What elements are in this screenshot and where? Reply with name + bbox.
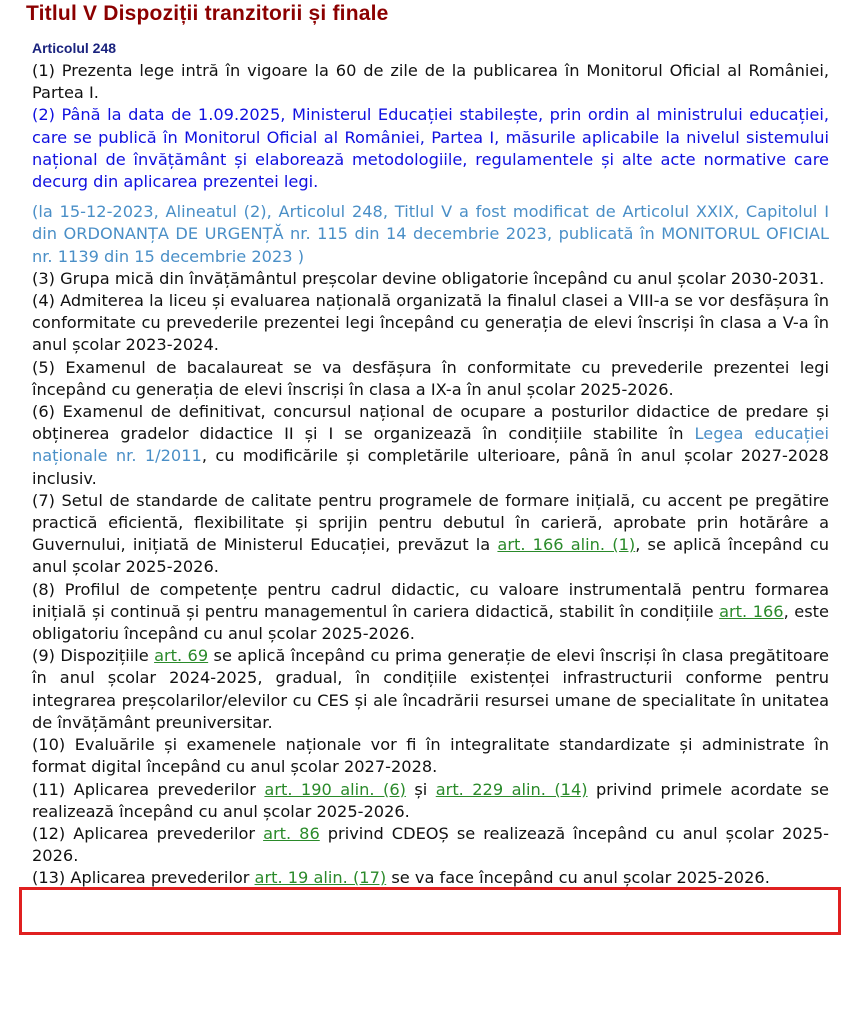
article-body	[32, 60, 829, 890]
paragraph-9-text-end: se aplică începând cu prima generație de elevi înscriși în clasa pregătitoare în anul școlar 2024-2025, gradual, în condițiile existenței infrastructurii conforme pentru integrarea preșcolarilor/elevilor cu CES și ale încadrării resursei umane de specialitate în unitatea de învățământ preuniversitar.	[32, 646, 829, 732]
paragraph-9-text: (9) Dispozițiile	[32, 646, 155, 666]
paragraph-13-text-end: se va face începând cu anul școlar 2025-2026.	[386, 868, 770, 888]
art-229-alin-14-link[interactable]: art. 229 alin. (14)	[435, 779, 588, 799]
paragraph-11-text-end: privind primele acordate se realizează începând cu anul școlar 2025-2026.	[32, 779, 829, 821]
paragraph-1: (1) Prezenta lege intră în vigoare la 60 de zile de la publicarea în Monitorul Oficial al României, Partea I.	[32, 61, 829, 103]
paragraph-12-text: (12) Aplicarea prevederilor	[32, 823, 264, 843]
paragraph-13	[32, 867, 829, 889]
art-19-alin-17-link[interactable]: art. 19 alin. (17)	[254, 868, 387, 888]
art-86-link[interactable]: art. 86	[263, 823, 320, 843]
paragraph-8-text-end: , este obligatoriu începând cu anul școlar 2025-2026.	[32, 601, 829, 644]
paragraph-11-highlight-box	[19, 887, 841, 935]
paragraph-3: (3) Grupa mică din învățământul preșcolar devine obligatorie începând cu anul școlar 2030-2031.	[32, 268, 825, 288]
paragraph-11-text: (11) Aplicarea prevederilor	[32, 779, 265, 799]
modification-note: (la 15-12-2023, Alineatul (2), Articolul 248, Titlul V a fost modificat de Articolul XXIX, Capitolul I din ORDONANȚA DE URGENȚĂ nr. 115 din 14 decembrie 2023, publicată în MONITORUL OFICIAL nr. 1139 din 15 decembrie 2023 )	[32, 202, 829, 266]
art-166-alin-1-link[interactable]: art. 166 alin. (1)	[497, 535, 636, 555]
paragraph-10: (10) Evaluările și examenele naționale vor fi în integralitate standardizate și administrate în format digital începând cu anul școlar 2027-2028.	[32, 735, 829, 777]
paragraph-11	[32, 779, 829, 823]
paragraph-2-modified: (2) Până la data de 1.09.2025, Ministerul Educației stabilește, prin ordin al ministrului educației, care se publică în Monitorul Oficial al României, Partea I, măsurile aplicabile la nivelul sistemului național de învățământ și elaborează metodologiile, regulamentele și alte acte normative care decurg din aplicarea prezentei legi.	[32, 105, 829, 192]
paragraph-7	[32, 490, 829, 579]
paragraph-6	[32, 401, 829, 490]
page-title: Titlul V Dispoziții tranzitorii și finale	[26, 2, 389, 25]
paragraph-7-text: (7) Setul de standarde de calitate pentru programele de formare inițială, cu accent pe pregătire practică eficientă, flexibilitate și sprijin pentru debutul în carieră, aprobate prin hotărâre a Guvernului, inițiată de Ministerul Educației, prevăzut la	[32, 490, 829, 555]
paragraph-12	[32, 823, 829, 867]
paragraph-13-text: (13) Aplicarea prevederilor	[32, 868, 255, 888]
paragraph-7-text-end: , se aplică începând cu anul școlar 2025-2026.	[32, 535, 830, 577]
art-190-alin-6-link[interactable]: art. 190 alin. (6)	[264, 779, 406, 799]
paragraph-8	[32, 579, 829, 646]
paragraph-8-text: (8) Profilul de competențe pentru cadrul didactic, cu valoare instrumentală pentru formarea inițială și continuă și pentru managementul în cariera didactică, stabilit în condițiile	[32, 579, 829, 621]
paragraph-5: (5) Examenul de bacalaureat se va desfășura în conformitate cu prevederile prezentei legi începând cu generația de elevi înscriși în clasa a IX-a în anul școlar 2025-2026.	[32, 357, 829, 399]
paragraph-6-text-end: , cu modificările și completările ulterioare, până în anul școlar 2027-2028 inclusiv.	[32, 446, 829, 488]
article-heading: Articolul 248	[32, 40, 117, 56]
paragraph-12-text-end: privind CDEOȘ se realizează începând cu anul școlar 2025-2026.	[32, 823, 829, 866]
paragraph-4: (4) Admiterea la liceu și evaluarea națională organizată la finalul clasei a VIII-a se vor desfășura în conformitate cu prevederile prezentei legi începând cu generația de elevi înscriși în clasa a V-a în anul școlar 2023-2024.	[32, 291, 829, 355]
paragraph-6-text: (6) Examenul de definitivat, concursul național de ocupare a posturilor didactice de predare și obținerea gradelor didactice II și I se organizează în condițiile stabilite în	[32, 402, 829, 444]
law-1-2011-link[interactable]: Legea educației naționale nr. 1/2011	[32, 424, 829, 466]
paragraph-9	[32, 645, 829, 734]
art-69-link[interactable]: art. 69	[154, 646, 209, 666]
paragraph-11-conjunction: și	[405, 779, 436, 799]
art-166-link[interactable]: art. 166	[719, 601, 784, 621]
